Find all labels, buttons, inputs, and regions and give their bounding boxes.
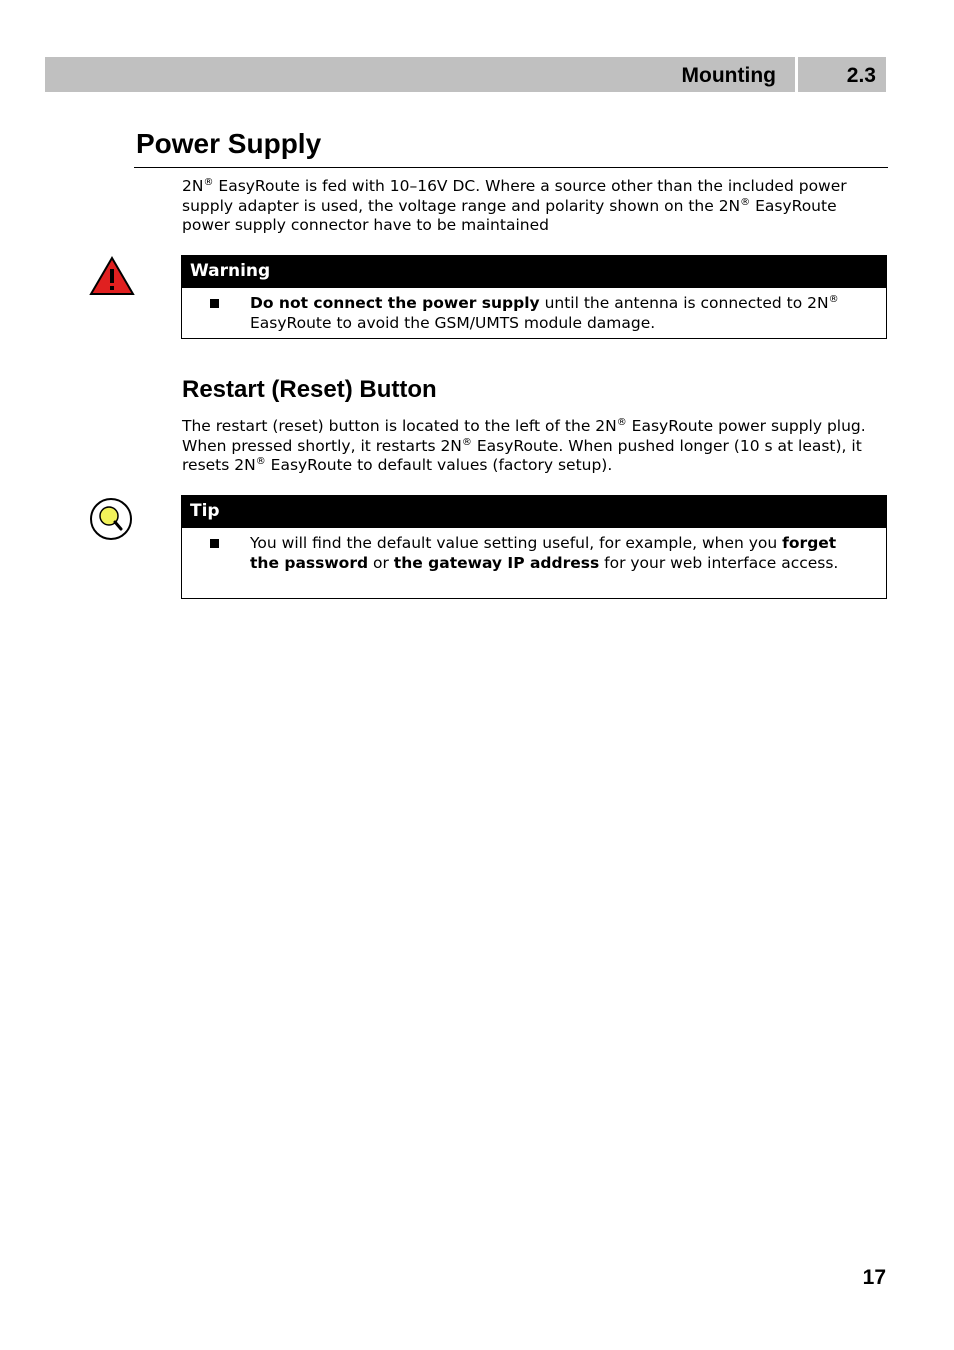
warning-triangle-icon: [89, 256, 135, 296]
warning-body: Do not connect the power supply until the antenna is connected to 2N® EasyRoute to avoid the GSM/UMTS module damage.: [182, 288, 886, 338]
warning-box: [181, 255, 887, 339]
section-subtitle: Restart (Reset) Button: [182, 376, 437, 403]
tip-body: You will find the default value setting useful, for example, when you forget the password or the gateway IP address for your web interface access.: [182, 528, 886, 578]
header-section-number: 2.3: [846, 64, 876, 87]
intro-paragraph: 2N® EasyRoute is fed with 10–16V DC. Where a source other than the included power supply adapter is used, the voltage range and polarity shown on the 2N® EasyRoute power supply connector have to be maintained: [182, 177, 847, 234]
warning-heading: Warning: [182, 256, 886, 288]
title-rule: [134, 167, 888, 168]
tip-heading: Tip: [182, 496, 886, 528]
header-section-title: Mounting: [681, 64, 776, 87]
page-title: Power Supply: [136, 128, 322, 159]
restart-paragraph: The restart (reset) button is located to the left of the 2N® EasyRoute power supply plug. When pressed shortly, it restarts 2N® EasyRoute. When pushed longer (10 s at least), it resets 2N® EasyRoute to default values (factory setup).: [182, 417, 866, 474]
page-number: 17: [862, 1266, 886, 1289]
header-bar: [45, 57, 886, 92]
tip-box: [181, 495, 887, 599]
bullet: [210, 539, 219, 548]
bullet: [210, 299, 219, 308]
lightbulb-icon: [89, 497, 133, 541]
